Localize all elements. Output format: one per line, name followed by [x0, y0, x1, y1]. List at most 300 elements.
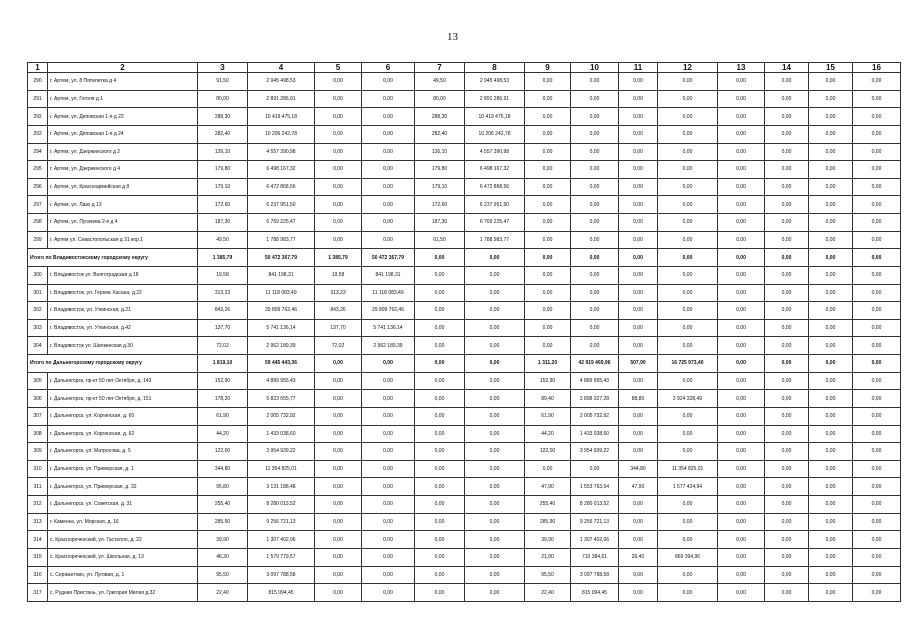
address-cell: г. Артем ул. Севастопольская д 31 кор.1 [48, 231, 198, 249]
address-cell: г. Артем, ул. 8 Пятилетка д 4 [48, 73, 198, 91]
address-cell: г. Артем, ул. Красноармейская д 8 [48, 178, 198, 196]
value-cell: 0,00 [571, 143, 619, 161]
value-cell: 0,00 [415, 319, 465, 337]
row-number-cell: 309 [28, 443, 48, 461]
value-cell: 0,00 [658, 337, 718, 355]
value-cell: 0,00 [809, 513, 853, 531]
value-cell: 0,00 [809, 90, 853, 108]
value-cell: 0,00 [809, 214, 853, 232]
row-number-cell: 296 [28, 178, 48, 196]
value-cell: 0,00 [315, 443, 362, 461]
value-cell: 49,50 [415, 73, 465, 91]
value-cell: 0,00 [315, 214, 362, 232]
address-cell: с. Краснореченский, ул. Школьная, д. 13 [48, 548, 198, 566]
value-cell: 137,70 [315, 319, 362, 337]
value-cell: 2 898 327,28 [571, 390, 619, 408]
table-row [28, 108, 901, 126]
value-cell: 0,00 [571, 108, 619, 126]
value-cell: 0,00 [315, 90, 362, 108]
value-cell: 0,00 [853, 566, 901, 584]
value-cell: 10 419 475,18 [248, 108, 315, 126]
value-cell: 2 962 189,39 [362, 337, 415, 355]
value-cell: 0,00 [853, 584, 901, 602]
table-row [28, 143, 901, 161]
subtotal-cell: 1 311,20 [525, 355, 571, 373]
value-cell: 122,00 [525, 443, 571, 461]
value-cell: 0,00 [809, 460, 853, 478]
value-cell: 0,00 [765, 407, 809, 425]
value-cell: 0,00 [853, 90, 901, 108]
value-cell: 1 433 038,60 [248, 425, 315, 443]
value-cell: 0,00 [619, 425, 658, 443]
value-cell: 26,40 [619, 548, 658, 566]
row-number-cell: 292 [28, 108, 48, 126]
column-header-4: 4 [248, 63, 315, 73]
value-cell: 0,00 [765, 566, 809, 584]
value-cell: 0,00 [525, 231, 571, 249]
value-cell: 0,00 [853, 548, 901, 566]
value-cell: 3 097 788,58 [571, 566, 619, 584]
subtotal-cell: 0,00 [765, 355, 809, 373]
value-cell: 61,90 [198, 407, 248, 425]
value-cell: 0,00 [619, 337, 658, 355]
value-cell: 815 094,45 [571, 584, 619, 602]
value-cell: 0,00 [362, 196, 415, 214]
value-cell: 0,00 [362, 73, 415, 91]
address-cell: г. Дальнегорск, ул. Матросова, д. 5 [48, 443, 198, 461]
row-number-cell: 307 [28, 407, 48, 425]
value-cell: 0,00 [853, 178, 901, 196]
value-cell: 0,00 [809, 584, 853, 602]
row-number-cell: 290 [28, 73, 48, 91]
value-cell: 80,00 [198, 90, 248, 108]
value-cell: 285,90 [525, 513, 571, 531]
value-cell: 1 788 983,77 [248, 231, 315, 249]
value-cell: 0,00 [658, 284, 718, 302]
value-cell: 0,00 [718, 284, 765, 302]
table-row [28, 178, 901, 196]
address-cell: г. Владивосток ул. Волгоградская д 18 [48, 266, 198, 284]
value-cell: 0,00 [362, 425, 415, 443]
value-cell: 0,00 [853, 125, 901, 143]
value-cell: 0,00 [362, 90, 415, 108]
value-cell: 29 809 762,46 [248, 302, 315, 320]
value-cell: 0,00 [718, 108, 765, 126]
value-cell: 4 889 955,43 [248, 372, 315, 390]
value-cell: 0,00 [525, 337, 571, 355]
value-cell: 137,70 [198, 319, 248, 337]
value-cell: 0,00 [658, 425, 718, 443]
value-cell: 0,00 [571, 231, 619, 249]
value-cell: 0,00 [571, 319, 619, 337]
value-cell: 0,00 [718, 125, 765, 143]
value-cell: 72,02 [315, 337, 362, 355]
subtotal-cell: 0,00 [315, 355, 362, 373]
page-number: 13 [447, 31, 458, 43]
value-cell: 0,00 [765, 425, 809, 443]
value-cell: 0,00 [809, 443, 853, 461]
table-header [28, 63, 901, 73]
value-cell: 0,00 [809, 231, 853, 249]
value-cell: 0,00 [415, 548, 465, 566]
row-number-cell: 305 [28, 372, 48, 390]
value-cell: 0,00 [619, 73, 658, 91]
column-header-1: 1 [28, 63, 48, 73]
value-cell: 0,00 [658, 214, 718, 232]
table-row [28, 125, 901, 143]
value-cell: 3 097 788,58 [248, 566, 315, 584]
value-cell: 0,00 [809, 372, 853, 390]
value-cell: 0,00 [809, 266, 853, 284]
value-cell: 0,00 [809, 108, 853, 126]
table-row [28, 390, 901, 408]
address-cell: г. Дальнегорск, ул. Советская, д. 31 [48, 496, 198, 514]
value-cell: 0,00 [853, 337, 901, 355]
value-cell: 841 198,31 [362, 266, 415, 284]
value-cell: 0,00 [465, 478, 525, 496]
subtotal-cell: 0,00 [809, 249, 853, 267]
row-number-cell: 295 [28, 161, 48, 179]
row-number-cell: 315 [28, 548, 48, 566]
row-number-cell: 316 [28, 566, 48, 584]
value-cell: 0,00 [571, 161, 619, 179]
value-cell: 2 005 732,92 [248, 407, 315, 425]
subtotal-cell: 0,00 [525, 249, 571, 267]
table-row [28, 302, 901, 320]
value-cell: 6 237 951,50 [248, 196, 315, 214]
value-cell: 0,00 [525, 196, 571, 214]
address-cell: г. Артем, ул. Деповская 1-я д 24 [48, 125, 198, 143]
value-cell: 0,00 [658, 125, 718, 143]
value-cell: 9 256 721,13 [248, 513, 315, 531]
value-cell: 179,10 [198, 178, 248, 196]
value-cell: 0,00 [362, 531, 415, 549]
value-cell: 6 498 167,32 [248, 161, 315, 179]
value-cell: 0,00 [809, 425, 853, 443]
value-cell: 0,00 [571, 90, 619, 108]
value-cell: 2 962 189,39 [248, 337, 315, 355]
value-cell: 0,00 [362, 390, 415, 408]
value-cell: 8 280 013,52 [571, 496, 619, 514]
subtotal-cell: 0,00 [571, 249, 619, 267]
subtotal-cell: 0,00 [465, 355, 525, 373]
address-cell: г. Дальнегорск, ул. Коргинская, д. 62 [48, 425, 198, 443]
value-cell: 22,40 [525, 584, 571, 602]
value-cell: 0,00 [718, 178, 765, 196]
value-cell: 869 394,96 [658, 548, 718, 566]
value-cell: 2 005 732,92 [571, 407, 619, 425]
value-cell: 0,00 [465, 319, 525, 337]
value-cell: 0,00 [315, 566, 362, 584]
value-cell: 0,00 [415, 284, 465, 302]
value-cell: 0,00 [853, 196, 901, 214]
value-cell: 0,00 [525, 214, 571, 232]
value-cell: 0,00 [718, 407, 765, 425]
value-cell: 0,00 [765, 548, 809, 566]
value-cell: 0,00 [415, 425, 465, 443]
value-cell: 0,00 [765, 266, 809, 284]
subtotal-label: Итого по Дальнегорскому городскому округу [28, 355, 198, 373]
subtotal-cell: 0,00 [465, 249, 525, 267]
value-cell: 0,00 [415, 302, 465, 320]
row-number-cell: 317 [28, 584, 48, 602]
value-cell: 2 945 498,53 [248, 73, 315, 91]
register-table [27, 62, 901, 602]
column-header-9: 9 [525, 63, 571, 73]
row-number-cell: 302 [28, 302, 48, 320]
address-cell: г. Дальнегорск, ул. Приморская, д. 32 [48, 478, 198, 496]
value-cell: 0,00 [465, 531, 525, 549]
address-cell: г. Каменка, ул. Морская, д. 16 [48, 513, 198, 531]
table-row [28, 548, 901, 566]
value-cell: 0,00 [362, 496, 415, 514]
table-row [28, 407, 901, 425]
value-cell: 0,00 [315, 125, 362, 143]
column-header-11: 11 [619, 63, 658, 73]
value-cell: 0,00 [465, 584, 525, 602]
value-cell: 843,26 [198, 302, 248, 320]
table-row [28, 266, 901, 284]
value-cell: 0,00 [718, 443, 765, 461]
value-cell: 0,00 [765, 390, 809, 408]
value-cell: 313,23 [198, 284, 248, 302]
address-cell: г. Артем, ул. Дзержинского д 4 [48, 161, 198, 179]
row-number-cell: 308 [28, 425, 48, 443]
value-cell: 255,40 [198, 496, 248, 514]
address-cell: с. Рудная Пристань, ул. Григория Милая д.32 [48, 584, 198, 602]
subtotal-cell: 0,00 [619, 249, 658, 267]
table-row [28, 196, 901, 214]
value-cell: 0,00 [465, 513, 525, 531]
row-number-cell: 313 [28, 513, 48, 531]
value-cell: 0,00 [362, 513, 415, 531]
value-cell: 0,00 [718, 302, 765, 320]
value-cell: 0,00 [571, 337, 619, 355]
value-cell: 0,00 [853, 231, 901, 249]
value-cell: 0,00 [853, 513, 901, 531]
row-number-cell: 294 [28, 143, 48, 161]
subtotal-cell: 0,00 [415, 249, 465, 267]
subtotal-cell: 0,00 [809, 355, 853, 373]
subtotal-cell: 42 919 469,96 [571, 355, 619, 373]
value-cell: 0,00 [619, 443, 658, 461]
value-cell: 0,00 [765, 372, 809, 390]
value-cell: 0,00 [571, 214, 619, 232]
row-number-cell: 310 [28, 460, 48, 478]
value-cell: 0,00 [525, 125, 571, 143]
subtotal-cell: 59 445 443,36 [248, 355, 315, 373]
value-cell: 0,00 [765, 302, 809, 320]
value-cell: 0,00 [315, 496, 362, 514]
value-cell: 21,90 [525, 548, 571, 566]
subtotal-cell: 0,00 [362, 355, 415, 373]
value-cell: 2 924 328,49 [658, 390, 718, 408]
value-cell: 0,00 [619, 496, 658, 514]
value-cell: 0,00 [525, 266, 571, 284]
value-cell: 0,00 [765, 125, 809, 143]
subtotal-cell: 1 385,79 [198, 249, 248, 267]
value-cell: 0,00 [571, 196, 619, 214]
value-cell: 0,00 [658, 302, 718, 320]
value-cell: 0,00 [809, 407, 853, 425]
value-cell: 10 206 242,78 [248, 125, 315, 143]
value-cell: 6 769 225,47 [465, 214, 525, 232]
value-cell: 187,30 [415, 214, 465, 232]
table-row [28, 319, 901, 337]
value-cell: 0,00 [718, 214, 765, 232]
value-cell: 0,00 [362, 407, 415, 425]
value-cell: 0,00 [658, 73, 718, 91]
subtotal-row [28, 249, 901, 267]
value-cell: 0,00 [853, 372, 901, 390]
value-cell: 0,00 [465, 407, 525, 425]
value-cell: 282,40 [198, 125, 248, 143]
value-cell: 179,80 [415, 161, 465, 179]
value-cell: 8 280 013,52 [248, 496, 315, 514]
value-cell: 0,00 [415, 390, 465, 408]
subtotal-cell: 0,00 [658, 249, 718, 267]
value-cell: 95,50 [198, 566, 248, 584]
value-cell: 0,00 [853, 407, 901, 425]
address-cell: г. Дальнегорск, пр-кт 50 лет Октября, д. 143 [48, 372, 198, 390]
row-number-cell: 293 [28, 125, 48, 143]
address-cell: г. Дальнегорск, ул. Коргинская, д. 60 [48, 407, 198, 425]
value-cell: 0,00 [415, 584, 465, 602]
value-cell: 288,30 [415, 108, 465, 126]
value-cell: 0,00 [765, 231, 809, 249]
subtotal-cell: 507,90 [619, 355, 658, 373]
subtotal-cell: 0,00 [718, 249, 765, 267]
value-cell: 0,00 [315, 161, 362, 179]
value-cell: 0,00 [809, 125, 853, 143]
value-cell: 0,00 [415, 566, 465, 584]
value-cell: 0,00 [619, 566, 658, 584]
value-cell: 0,00 [362, 584, 415, 602]
value-cell: 0,00 [362, 566, 415, 584]
value-cell: 0,00 [619, 407, 658, 425]
value-cell: 0,00 [362, 178, 415, 196]
value-cell: 0,00 [362, 443, 415, 461]
value-cell: 344,80 [198, 460, 248, 478]
value-cell: 0,00 [765, 214, 809, 232]
value-cell: 4 557 390,98 [248, 143, 315, 161]
value-cell: 0,00 [765, 337, 809, 355]
value-cell: 47,90 [619, 478, 658, 496]
value-cell: 0,00 [765, 90, 809, 108]
table-row [28, 460, 901, 478]
value-cell: 6 769 225,47 [248, 214, 315, 232]
value-cell: 0,00 [315, 425, 362, 443]
value-cell: 0,00 [809, 566, 853, 584]
value-cell: 0,00 [315, 531, 362, 549]
value-cell: 0,00 [619, 143, 658, 161]
value-cell: 0,00 [658, 584, 718, 602]
value-cell: 0,00 [718, 531, 765, 549]
address-cell: г. Артем, ул. Дзержинского д 2 [48, 143, 198, 161]
value-cell: 5 741 136,14 [362, 319, 415, 337]
value-cell: 61,50 [415, 231, 465, 249]
value-cell: 0,00 [658, 161, 718, 179]
value-cell: 0,00 [571, 284, 619, 302]
value-cell: 126,10 [415, 143, 465, 161]
address-cell: г. Владивосток, ул. Уткинская, д.21 [48, 302, 198, 320]
value-cell: 91,50 [198, 73, 248, 91]
value-cell: 0,00 [658, 443, 718, 461]
value-cell: 0,00 [571, 302, 619, 320]
value-cell: 9 256 721,13 [571, 513, 619, 531]
value-cell: 0,00 [619, 108, 658, 126]
address-cell: г. Артем, ул. Гоголя д 1 [48, 90, 198, 108]
value-cell: 0,00 [571, 125, 619, 143]
value-cell: 0,00 [465, 337, 525, 355]
row-number-cell: 306 [28, 390, 48, 408]
value-cell: 0,00 [315, 390, 362, 408]
value-cell: 0,00 [525, 178, 571, 196]
value-cell: 0,00 [619, 196, 658, 214]
value-cell: 11 118 083,49 [362, 284, 415, 302]
value-cell: 5 741 136,14 [248, 319, 315, 337]
row-number-cell: 314 [28, 531, 48, 549]
value-cell: 0,00 [619, 284, 658, 302]
value-cell: 0,00 [362, 460, 415, 478]
value-cell: 0,00 [718, 548, 765, 566]
value-cell: 0,00 [853, 460, 901, 478]
value-cell: 0,00 [315, 231, 362, 249]
value-cell: 0,00 [315, 478, 362, 496]
value-cell: 0,00 [765, 478, 809, 496]
value-cell: 0,00 [718, 372, 765, 390]
value-cell: 0,00 [415, 337, 465, 355]
value-cell: 0,00 [853, 390, 901, 408]
value-cell: 0,00 [619, 214, 658, 232]
row-number-cell: 301 [28, 284, 48, 302]
value-cell: 0,00 [853, 319, 901, 337]
column-header-2: 2 [48, 63, 198, 73]
value-cell: 0,00 [362, 478, 415, 496]
value-cell: 1 553 763,54 [571, 478, 619, 496]
row-number-cell: 297 [28, 196, 48, 214]
value-cell: 0,00 [315, 548, 362, 566]
value-cell: 0,00 [415, 460, 465, 478]
value-cell: 0,00 [809, 531, 853, 549]
value-cell: 49,50 [198, 231, 248, 249]
column-header-14: 14 [765, 63, 809, 73]
table-row [28, 372, 901, 390]
value-cell: 0,00 [571, 178, 619, 196]
value-cell: 313,23 [315, 284, 362, 302]
subtotal-cell: 0,00 [718, 355, 765, 373]
value-cell: 0,00 [853, 161, 901, 179]
value-cell: 172,60 [415, 196, 465, 214]
address-cell: г. Владивосток ул. Шилкинская д.30 [48, 337, 198, 355]
subtotal-row [28, 355, 901, 373]
value-cell: 0,00 [619, 584, 658, 602]
value-cell: 0,00 [718, 390, 765, 408]
value-cell: 0,00 [853, 143, 901, 161]
value-cell: 285,90 [198, 513, 248, 531]
subtotal-cell: 16 725 973,40 [658, 355, 718, 373]
value-cell: 0,00 [465, 425, 525, 443]
value-cell: 19,58 [198, 266, 248, 284]
value-cell: 0,00 [853, 531, 901, 549]
value-cell: 122,00 [198, 443, 248, 461]
value-cell: 0,00 [809, 496, 853, 514]
value-cell: 61,90 [525, 407, 571, 425]
value-cell: 0,00 [315, 178, 362, 196]
table-row [28, 531, 901, 549]
row-number-cell: 311 [28, 478, 48, 496]
table-row [28, 478, 901, 496]
